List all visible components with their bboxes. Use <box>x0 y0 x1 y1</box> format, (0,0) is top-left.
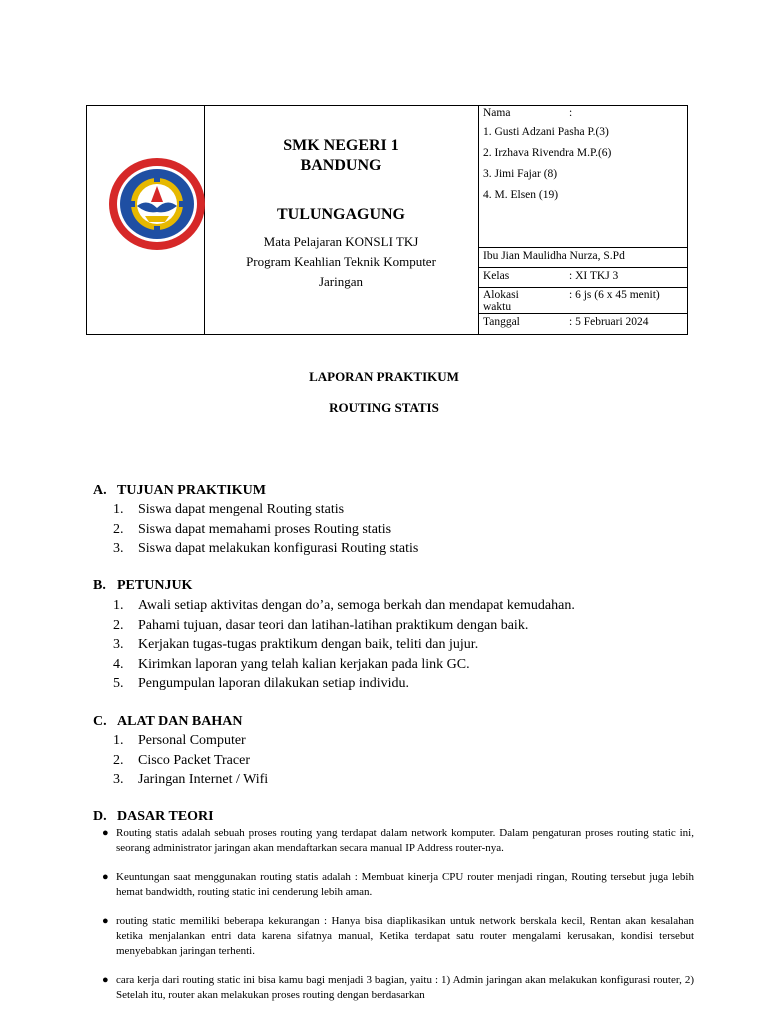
list-item <box>113 616 575 636</box>
kelas-row <box>479 267 687 287</box>
section-c-heading <box>93 714 243 730</box>
school-logo-icon <box>107 156 207 252</box>
bullet-dot-icon: ● <box>102 974 109 986</box>
list-item <box>113 751 268 771</box>
list-text: Jaringan Internet / Wifi <box>138 772 269 787</box>
tanggal-value: : 5 Februari 2024 <box>569 316 649 328</box>
list-item <box>113 674 575 694</box>
kelas-value: : XI TKJ 3 <box>569 270 619 282</box>
list-item <box>113 539 418 559</box>
section-title: PETUNJUK <box>117 578 193 593</box>
list-number: 1. <box>113 598 124 613</box>
school-name-line1: SMK NEGERI 1 <box>283 137 399 154</box>
member-item: 1. Gusti Adzani Pasha P.(3) <box>483 126 609 138</box>
alokasi-value: : 6 js (6 x 45 menit) <box>569 289 660 301</box>
bullet-item <box>98 914 694 959</box>
tanggal-label: Tanggal <box>483 316 520 328</box>
list-number: 4. <box>113 656 124 672</box>
list-text: Cisco Packet Tracer <box>138 752 250 768</box>
list-number: 2. <box>113 617 124 633</box>
teacher-row <box>479 247 687 267</box>
bullet-item <box>98 826 694 856</box>
bullet-dot-icon: ● <box>102 827 109 839</box>
list-text: Pengumpulan laporan dilakukan setiap individu. <box>138 676 410 691</box>
list-number: 3. <box>113 541 124 556</box>
school-name-line2: BANDUNG <box>300 157 382 174</box>
list-text: Pahami tujuan, dasar teori dan latihan-latihan praktikum dengan baik. <box>138 617 529 633</box>
logo-cell <box>87 106 205 334</box>
section-a-heading <box>93 483 266 499</box>
nama-label: Nama <box>483 107 511 119</box>
alokasi-label-2: waktu <box>483 301 512 313</box>
section-letter: C. <box>93 714 107 729</box>
school-name <box>204 136 478 176</box>
bullet-dot-icon: ● <box>102 871 109 883</box>
report-title: LAPORAN PRAKTIKUM <box>309 369 459 384</box>
alokasi-row <box>479 287 687 313</box>
list-item <box>113 520 418 540</box>
bullet-item <box>98 870 694 900</box>
list-number: 1. <box>113 502 124 517</box>
alokasi-label-1: Alokasi <box>483 289 519 301</box>
list-number: 5. <box>113 676 124 691</box>
school-subtitle <box>204 232 478 292</box>
program-line1: Program Keahlian Teknik Komputer <box>246 254 436 269</box>
header-table <box>86 105 688 335</box>
bullet-dot-icon: ● <box>102 915 109 927</box>
report-subtitle: ROUTING STATIS <box>329 400 439 415</box>
list-number: 3. <box>113 637 124 652</box>
section-letter: B. <box>93 578 106 593</box>
section-title: ALAT DAN BAHAN <box>117 714 243 729</box>
section-b-heading <box>93 578 192 594</box>
subject-line: Mata Pelajaran KONSLI TKJ <box>263 234 419 249</box>
section-letter: A. <box>93 483 107 498</box>
bullet-text: routing static memiliki beberapa kekurangan : Hanya bisa diaplikasikan untuk network berskala kecil, Rentan akan kesalahan ketika menjalankan entri data karena sifatnya manual, Ketika terdapat satu router mengalami kerusakan, kondisi tersebut menyebabkan jaringan terhenti. <box>116 915 694 957</box>
list-item <box>113 596 575 616</box>
list-item <box>113 655 575 675</box>
section-b-list <box>113 596 575 694</box>
list-text: Siswa dapat memahami proses Routing statis <box>138 521 392 537</box>
list-number: 1. <box>113 733 124 748</box>
bullet-item <box>98 973 694 1003</box>
member-item: 4. M. Elsen (19) <box>483 189 559 201</box>
list-number: 2. <box>113 752 124 768</box>
list-item <box>113 731 268 751</box>
section-c-list <box>113 731 268 790</box>
school-city: TULUNGAGUNG <box>276 206 405 223</box>
list-text: Siswa dapat mengenal Routing statis <box>138 502 345 517</box>
section-title: DASAR TEORI <box>117 809 214 824</box>
alokasi-label <box>483 289 519 313</box>
list-text: Personal Computer <box>138 733 246 748</box>
member-item: 3. Jimi Fajar (8) <box>483 168 558 180</box>
bullet-text: Routing statis adalah sebuah proses routing yang terdapat dalam network komputer. Dalam pengaturan proses routing static ini, seorang administrator jaringan akan mendaftarkan secara manual IP Address router-nya. <box>116 827 694 854</box>
list-number: 3. <box>113 772 124 787</box>
list-text: Kirimkan laporan yang telah kalian kerjakan pada link GC. <box>138 656 470 672</box>
teacher-name: Ibu Jian Maulidha Nurza, S.Pd <box>483 250 625 262</box>
bullet-text: Keuntungan saat menggunakan routing statis adalah : Membuat kinerja CPU router menjadi ringan, Routing tersebut juga lebih hemat bandwidth, routing static ini cenderung lebih aman. <box>116 871 694 898</box>
list-text: Awali setiap aktivitas dengan do’a, semoga berkah dan mendapat kemudahan. <box>138 598 575 613</box>
tanggal-row <box>479 313 687 334</box>
section-a-list <box>113 500 418 559</box>
nama-separator: : <box>569 107 573 119</box>
bullet-text: cara kerja dari routing static ini bisa kamu bagi menjadi 3 bagian, yaitu : 1) Admin jaringan akan melakukan konfigurasi router, 2) Setelah itu, router akan melakukan proses routing dengan berdasarkan <box>116 974 694 1001</box>
kelas-label: Kelas <box>483 270 510 282</box>
section-d-heading <box>93 809 214 825</box>
list-item <box>113 500 418 520</box>
school-info-cell <box>204 106 479 334</box>
list-text: Kerjakan tugas-tugas praktikum dengan baik, teliti dan jujur. <box>138 637 479 652</box>
members-block <box>483 106 683 210</box>
student-info-cell <box>479 106 687 334</box>
program-line2: Jaringan <box>318 274 364 289</box>
list-item <box>113 635 575 655</box>
section-title: TUJUAN PRAKTIKUM <box>117 483 266 498</box>
section-letter: D. <box>93 809 107 824</box>
member-item: 2. Irzhava Rivendra M.P.(6) <box>483 147 612 159</box>
section-d-bullets <box>98 826 694 1003</box>
list-text: Siswa dapat melakukan konfigurasi Routing statis <box>138 541 419 556</box>
list-item <box>113 770 268 790</box>
list-number: 2. <box>113 521 124 537</box>
